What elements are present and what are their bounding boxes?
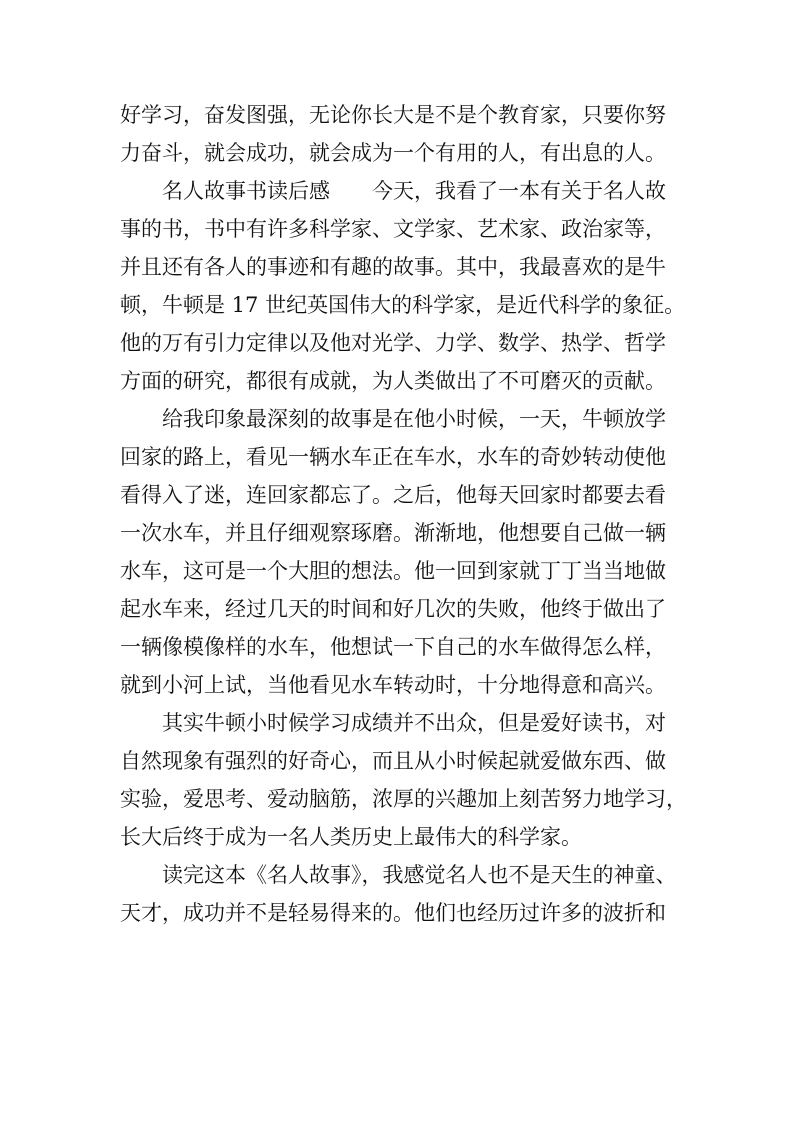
text-line: 水车，这可是一个大胆的想法。他一回到家就丁丁当当地做 — [120, 559, 666, 583]
text-line: 回家的路上，看见一辆水车正在车水，水车的奇妙转动使他 — [120, 445, 666, 469]
paragraph-first-line: 给我印象最深刻的故事是在他小时候，一天，牛顿放学 — [162, 407, 666, 431]
text-line: 并且还有各人的事迹和有趣的故事。其中，我最喜欢的是牛 — [120, 255, 666, 279]
text-line: 起水车来，经过几天的时间和好几次的失败，他终于做出了 — [120, 597, 666, 621]
text-line: 就到小河上试，当他看见水车转动时，十分地得意和高兴。 — [120, 673, 666, 697]
text-line: 天才，成功并不是轻易得来的。他们也经历过许多的波折和 — [120, 901, 666, 925]
paragraph-first-line: 读完这本《名人故事》，我感觉名人也不是天生的神童、 — [162, 863, 677, 887]
text-line: 好学习，奋发图强，无论你长大是不是个教育家，只要你努 — [120, 103, 666, 127]
text-line: 他的万有引力定律以及他对光学、力学、数学、热学、哲学 — [120, 331, 666, 355]
text-line: 一辆像模像样的水车，他想试一下自己的水车做得怎么样， — [120, 635, 666, 659]
text-line: 长大后终于成为一名人类历史上最伟大的科学家。 — [120, 825, 582, 849]
text-line: 一次水车，并且仔细观察琢磨。渐渐地，他想要自己做一辆 — [120, 521, 666, 545]
text-line: 事的书，书中有许多科学家、文学家、艺术家、政治家等， — [120, 217, 666, 241]
text-line: 实验，爱思考、爱动脑筋，浓厚的兴趣加上刻苦努力地学习， — [120, 787, 687, 811]
paragraph-first-line: 其实牛顿小时候学习成绩并不出众，但是爱好读书，对 — [162, 711, 666, 735]
text-line: 自然现象有强烈的好奇心，而且从小时候起就爱做东西、做 — [120, 749, 666, 773]
text-line: 力奋斗，就会成功，就会成为一个有用的人，有出息的人。 — [120, 141, 666, 165]
paragraph-first-line: 名人故事书读后感 今天，我看了一本有关于名人故 — [162, 179, 666, 203]
text-line: 方面的研究，都很有成就，为人类做出了不可磨灭的贡献。 — [120, 369, 666, 393]
text-line: 看得入了迷，连回家都忘了。之后，他每天回家时都要去看 — [120, 483, 666, 507]
body-text — [0, 96, 794, 932]
text-line: 顿，牛顿是 17 世纪英国伟大的科学家，是近代科学的象征。 — [120, 293, 686, 317]
